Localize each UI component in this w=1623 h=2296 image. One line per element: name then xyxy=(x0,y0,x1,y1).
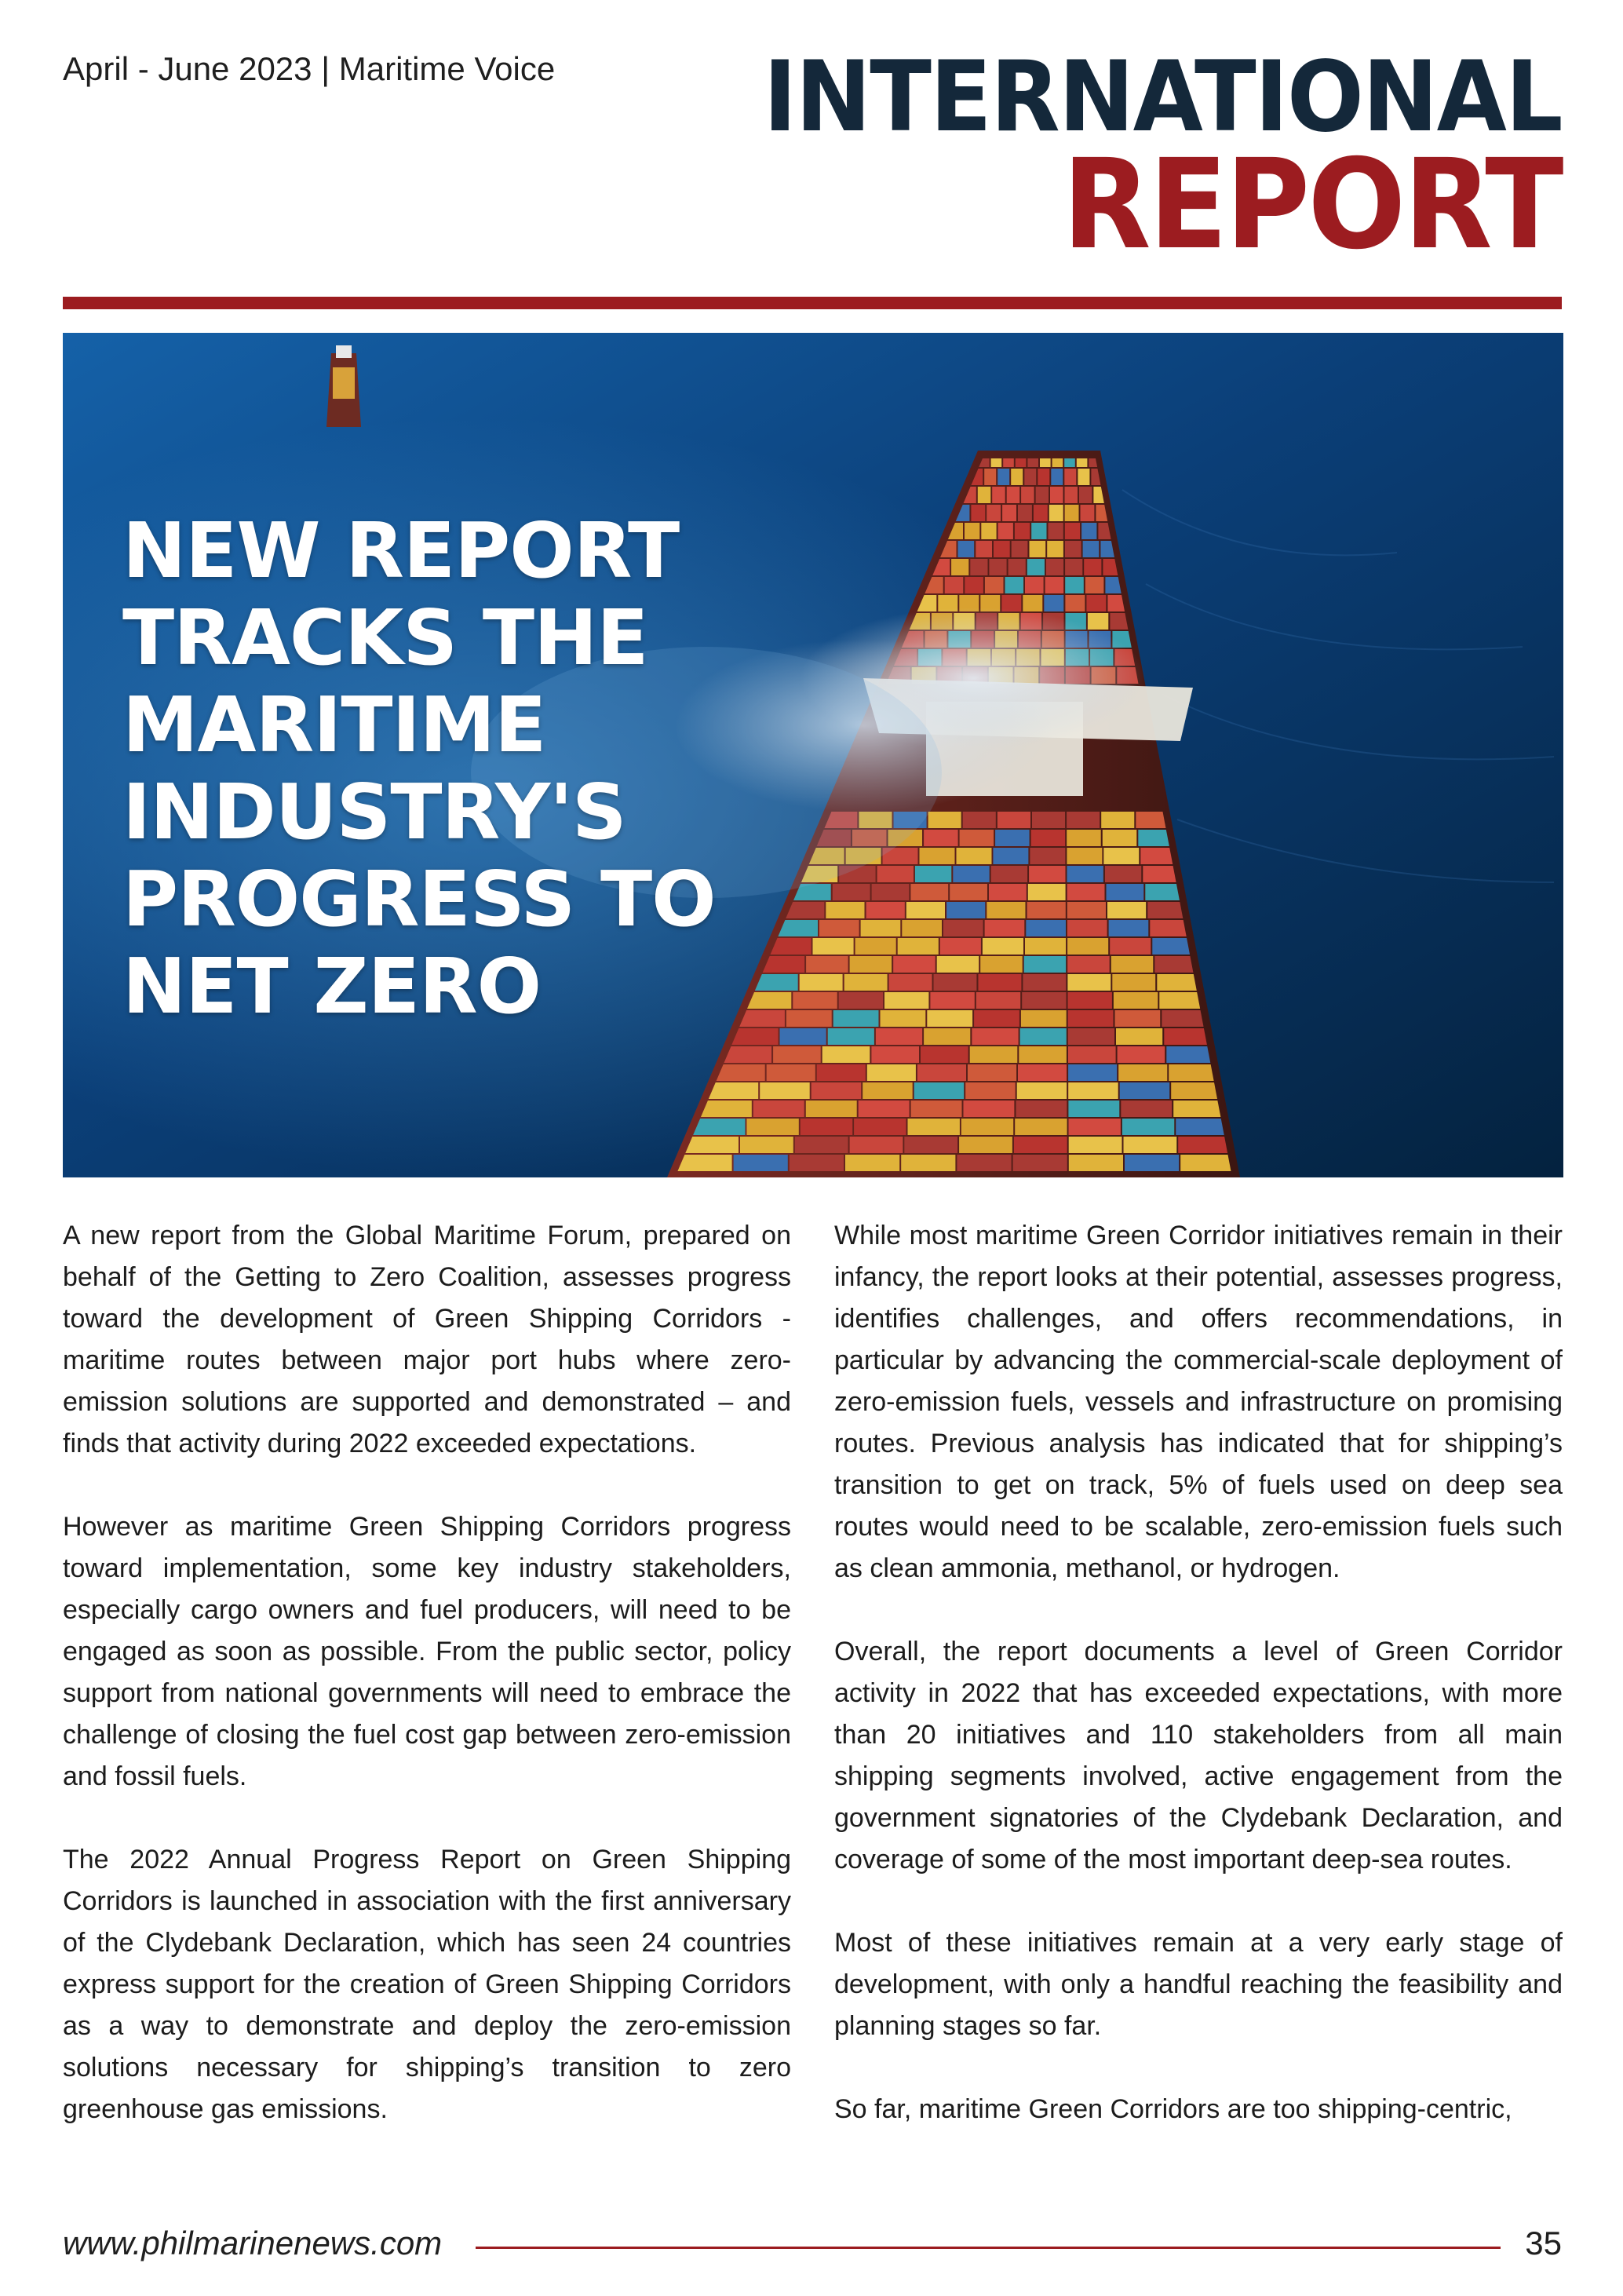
container-block xyxy=(1103,848,1139,864)
container-block xyxy=(1107,902,1146,918)
container-block xyxy=(910,884,948,900)
container-block xyxy=(1069,1155,1123,1171)
container-block xyxy=(1067,902,1106,918)
container-block xyxy=(976,541,992,557)
container-block xyxy=(1173,1101,1224,1117)
section-title xyxy=(703,41,1562,277)
container-block xyxy=(884,992,928,1009)
container-block xyxy=(1031,523,1046,539)
container-block xyxy=(1025,938,1066,955)
container-block xyxy=(793,992,837,1009)
container-block xyxy=(1028,884,1066,900)
container-block xyxy=(1067,956,1110,973)
article-headline: NEW REPORT TRACKS THE MARITIME INDUSTRY'S PROGRESS TO NET ZERO xyxy=(122,506,716,1031)
container-block xyxy=(994,541,1010,557)
container-block xyxy=(877,866,914,882)
container-block xyxy=(845,1155,899,1171)
container-block xyxy=(1068,1046,1116,1063)
container-block xyxy=(1064,469,1076,485)
container-block xyxy=(1069,1137,1122,1153)
container-block xyxy=(985,920,1025,936)
container-block xyxy=(957,848,992,864)
container-block xyxy=(844,974,888,991)
container-block xyxy=(1065,559,1082,575)
container-block xyxy=(1047,541,1063,557)
container-block xyxy=(959,1137,1012,1153)
container-block xyxy=(822,1046,870,1063)
container-block xyxy=(1067,974,1111,991)
container-block xyxy=(957,1155,1011,1171)
container-block xyxy=(958,541,975,557)
container-block xyxy=(833,884,870,900)
container-block xyxy=(871,1046,919,1063)
container-block xyxy=(987,902,1025,918)
container-block xyxy=(1068,992,1112,1009)
container-block xyxy=(889,974,932,991)
container-block xyxy=(1109,920,1149,936)
container-block xyxy=(1107,884,1144,900)
container-block xyxy=(1050,487,1063,503)
container-block xyxy=(1115,1010,1161,1027)
container-block xyxy=(739,1010,785,1027)
container-block xyxy=(987,505,1001,521)
container-block xyxy=(951,559,968,575)
container-block xyxy=(950,884,987,900)
container-block xyxy=(806,956,848,973)
container-block xyxy=(972,1028,1018,1045)
container-block xyxy=(902,920,942,936)
container-block xyxy=(1101,812,1134,828)
container-block xyxy=(876,1028,922,1045)
container-block xyxy=(963,812,996,828)
container-block xyxy=(1022,992,1066,1009)
container-block xyxy=(1017,1082,1067,1099)
container-block xyxy=(1166,1046,1214,1063)
container-block xyxy=(995,830,1030,846)
container-block xyxy=(859,1101,910,1117)
container-block xyxy=(717,1064,765,1081)
container-block xyxy=(928,812,961,828)
container-block xyxy=(1023,974,1066,991)
container-block xyxy=(1026,920,1066,936)
container-block xyxy=(983,938,1023,955)
container-block xyxy=(1122,1119,1174,1135)
container-block xyxy=(1002,505,1016,521)
container-block xyxy=(1111,956,1154,973)
container-block xyxy=(1021,487,1034,503)
container-block xyxy=(1118,1064,1167,1081)
container-block xyxy=(734,1155,788,1171)
section-title-line2: REPORT xyxy=(1062,133,1562,277)
container-block xyxy=(773,1046,821,1063)
container-block xyxy=(1067,920,1107,936)
container-block xyxy=(1110,938,1151,955)
container-block xyxy=(1065,523,1080,539)
container-block xyxy=(1008,559,1026,575)
container-block xyxy=(1068,1010,1114,1027)
container-block xyxy=(1027,559,1045,575)
container-block xyxy=(992,487,1005,503)
container-block xyxy=(795,1137,848,1153)
container-block xyxy=(1015,523,1030,539)
container-block xyxy=(1171,1082,1221,1099)
container-block xyxy=(755,974,798,991)
container-block xyxy=(1030,848,1065,864)
container-block xyxy=(964,1101,1015,1117)
container-block xyxy=(850,956,892,973)
container-block xyxy=(1007,487,1020,503)
container-block xyxy=(924,1028,970,1045)
container-block xyxy=(930,992,974,1009)
header-divider xyxy=(63,297,1562,309)
container-block xyxy=(1105,866,1141,882)
container-block xyxy=(989,559,1006,575)
container-block xyxy=(993,848,1028,864)
footer-divider xyxy=(476,2247,1501,2249)
container-block xyxy=(1169,1064,1217,1081)
container-block xyxy=(911,1101,962,1117)
container-block xyxy=(1034,505,1048,521)
container-block xyxy=(906,902,945,918)
container-block xyxy=(1067,848,1102,864)
paragraph: So far, maritime Green Corridors are too shipping-centric, xyxy=(834,2094,1512,2124)
container-block xyxy=(740,1137,793,1153)
container-block xyxy=(976,992,1020,1009)
container-block xyxy=(812,1082,862,1099)
container-block xyxy=(1067,830,1101,846)
container-block xyxy=(998,469,1009,485)
container-block xyxy=(1046,559,1063,575)
container-block xyxy=(813,938,854,955)
container-block xyxy=(1014,1137,1067,1153)
container-block xyxy=(780,1028,826,1045)
container-block xyxy=(968,1064,1016,1081)
container-block xyxy=(970,559,987,575)
container-block xyxy=(685,1137,739,1153)
container-block xyxy=(790,1155,844,1171)
container-block xyxy=(984,469,996,485)
container-block xyxy=(1045,577,1064,593)
container-block xyxy=(998,812,1030,828)
container-block xyxy=(1065,505,1079,521)
container-block xyxy=(965,577,983,593)
container-block xyxy=(1067,938,1108,955)
container-block xyxy=(863,1082,913,1099)
container-block xyxy=(867,1064,916,1081)
paragraph: Overall, the report documents a level of Green Corridor activity in 2022 that has exceeded expectations, with more than 20 initiatives and 110 stakeholders from all main shipping segments involved, active engagement from the government signatories of the Clydebank Declaration, and coverage of some of the most important deep-sea routes. xyxy=(834,1637,1563,1874)
container-block xyxy=(1024,469,1036,485)
section-title-line1: INTERNATIONAL xyxy=(763,41,1562,154)
container-block xyxy=(1067,866,1103,882)
container-block xyxy=(961,1119,1013,1135)
container-block xyxy=(1021,1010,1067,1027)
container-block xyxy=(1036,487,1049,503)
container-block xyxy=(1067,884,1105,900)
container-block xyxy=(817,1064,866,1081)
container-block xyxy=(839,992,883,1009)
container-block xyxy=(1121,1101,1172,1117)
paragraph: While most maritime Green Corridor initiatives remain in their infancy, the report looks at their potential, assesses progress, identifies challenges, and offers recommendations, in particular by advancing the commercial-scale deployment of zero-emission fuels, vessels and infrastructure on promising routes. Previous analysis has indicated that for shipping’s transition to get on track, 5% of fuels used on deep sea routes would need to be scalable, zero-emission fuels such as clean ammonia, methanol, or hydrogen. xyxy=(834,1221,1563,1583)
container-block xyxy=(1049,505,1063,521)
container-block xyxy=(828,1028,874,1045)
container-block xyxy=(1067,812,1100,828)
container-block xyxy=(1124,1137,1177,1153)
container-block xyxy=(1068,1064,1117,1081)
container-block xyxy=(904,1137,957,1153)
container-block xyxy=(1065,577,1084,593)
container-block xyxy=(937,956,979,973)
container-block xyxy=(854,1119,906,1135)
container-block xyxy=(819,920,859,936)
container-block xyxy=(960,830,994,846)
container-block xyxy=(953,866,989,882)
container-block xyxy=(1164,1028,1210,1045)
container-block xyxy=(1176,1119,1227,1135)
container-block xyxy=(1011,469,1023,485)
container-block xyxy=(1065,595,1085,611)
container-block xyxy=(991,866,1027,882)
container-block xyxy=(970,1046,1018,1063)
container-block xyxy=(1029,866,1065,882)
container-block xyxy=(1023,595,1042,611)
container-block xyxy=(1038,469,1049,485)
container-block xyxy=(927,1010,972,1027)
container-block xyxy=(924,830,958,846)
container-block xyxy=(1118,1046,1165,1063)
container-block xyxy=(921,1046,968,1063)
paragraph: A new report from the Global Maritime Forum, prepared on behalf of the Getting to Zero Coalition, assesses progress toward the development of Green Shipping Corridors - maritime routes between major port hubs where zero-emission solutions are supported and demonstrated – and finds that activity during 2022 exceeded expectations. xyxy=(63,1221,791,1458)
container-block xyxy=(1012,541,1028,557)
container-block xyxy=(1044,595,1063,611)
container-block xyxy=(1031,830,1066,846)
container-block xyxy=(1068,1101,1119,1117)
container-block xyxy=(1065,541,1081,557)
container-block xyxy=(1078,469,1089,485)
container-block xyxy=(914,1082,965,1099)
container-block xyxy=(693,1119,745,1135)
container-block xyxy=(1125,1155,1179,1171)
container-block xyxy=(1051,469,1063,485)
container-block xyxy=(767,1064,815,1081)
container-block xyxy=(980,956,1023,973)
container-block xyxy=(943,920,983,936)
container-block xyxy=(1018,505,1032,521)
container-block xyxy=(1015,1119,1067,1135)
paragraph: However as maritime Green Shipping Corridors progress toward implementation, some key industry stakeholders, especially cargo owners and fuel producers, will need to be engaged as soon as possible. From the public sector, policy support from national governments will need to embrace the challenge of closing the fuel cost gap between zero-emission and fossil fuels. xyxy=(63,1512,791,1791)
container-block xyxy=(760,1082,809,1099)
container-block xyxy=(1065,487,1078,503)
container-block xyxy=(1154,956,1197,973)
container-block xyxy=(978,487,991,503)
container-block xyxy=(872,884,910,900)
container-block xyxy=(898,938,939,955)
container-block xyxy=(1084,559,1101,575)
container-block xyxy=(920,848,955,864)
container-block xyxy=(917,1064,966,1081)
container-block xyxy=(1020,1028,1067,1045)
footer-website: www.philmarinenews.com xyxy=(63,2225,443,2261)
article-column-left xyxy=(63,1215,791,2130)
container-block xyxy=(1079,487,1092,503)
container-block xyxy=(724,1046,771,1063)
container-block xyxy=(1013,1155,1067,1171)
container-block xyxy=(901,1155,955,1171)
container-block xyxy=(855,938,896,955)
container-block xyxy=(946,902,985,918)
container-block xyxy=(981,523,996,539)
container-block xyxy=(1030,541,1046,557)
container-block xyxy=(1019,1046,1067,1063)
container-block xyxy=(677,1155,731,1171)
container-block xyxy=(979,974,1022,991)
container-block xyxy=(861,920,901,936)
container-block xyxy=(1152,938,1193,955)
container-block xyxy=(940,938,981,955)
container-block xyxy=(1180,1155,1235,1171)
container-block xyxy=(1178,1137,1231,1153)
container-block xyxy=(731,1028,778,1045)
container-block xyxy=(786,1010,832,1027)
hero-image xyxy=(63,333,1563,1177)
container-block xyxy=(908,1119,960,1135)
container-block xyxy=(833,1010,879,1027)
container-block xyxy=(747,992,791,1009)
container-block xyxy=(1120,1082,1170,1099)
container-block xyxy=(965,523,979,539)
container-block xyxy=(1112,974,1155,991)
issue-date: April - June 2023 | Maritime Voice xyxy=(63,50,556,87)
container-block xyxy=(800,974,843,991)
container-block xyxy=(1027,902,1066,918)
container-block xyxy=(1103,830,1137,846)
container-block xyxy=(985,577,1004,593)
container-block xyxy=(945,577,964,593)
container-block xyxy=(1024,956,1067,973)
container-block xyxy=(1081,523,1096,539)
container-block xyxy=(806,1101,857,1117)
article-column-right xyxy=(834,1215,1563,2130)
container-block xyxy=(701,1101,752,1117)
container-block xyxy=(709,1082,759,1099)
container-block xyxy=(866,902,905,918)
container-block xyxy=(1032,812,1065,828)
container-block xyxy=(1025,577,1044,593)
container-block xyxy=(971,505,985,521)
container-block xyxy=(1157,974,1200,991)
container-block xyxy=(998,523,1013,539)
container-block xyxy=(850,1137,903,1153)
container-block xyxy=(1068,1028,1114,1045)
container-block xyxy=(1085,577,1104,593)
container-block xyxy=(763,956,805,973)
container-block xyxy=(746,1119,798,1135)
container-block xyxy=(770,938,811,955)
container-block xyxy=(1083,541,1100,557)
container-block xyxy=(1005,577,1024,593)
container-block xyxy=(801,1119,852,1135)
container-block xyxy=(893,956,936,973)
container-block xyxy=(989,884,1027,900)
container-block xyxy=(753,1101,804,1117)
container-block xyxy=(881,1010,926,1027)
container-block xyxy=(915,866,951,882)
container-block xyxy=(1049,523,1063,539)
container-block xyxy=(1068,1082,1118,1099)
paragraph: The 2022 Annual Progress Report on Green Shipping Corridors is launched in association with the first anniversary of the Clydebank Declaration, which has seen 24 countries express support for the creation of Green Shipping Corridors as a way to demonstrate and deploy the zero-emission solutions necessary for shipping’s transition to zero greenhouse gas emissions. xyxy=(63,1845,791,2124)
container-block xyxy=(1081,505,1095,521)
container-block xyxy=(1086,595,1106,611)
container-block xyxy=(1159,992,1203,1009)
container-block xyxy=(1114,992,1158,1009)
paragraph: Most of these initiatives remain at a very early stage of development, with only a handful reaching the feasibility and planning stages so far. xyxy=(834,1928,1563,2041)
container-block xyxy=(1069,1119,1121,1135)
container-block xyxy=(1162,1010,1207,1027)
container-block xyxy=(1016,1101,1067,1117)
container-block xyxy=(934,974,977,991)
page-number: 35 xyxy=(1525,2225,1562,2261)
container-block xyxy=(826,902,864,918)
container-block xyxy=(965,1082,1016,1099)
container-block xyxy=(1116,1028,1162,1045)
container-block xyxy=(974,1010,1019,1027)
container-block xyxy=(1018,1064,1067,1081)
